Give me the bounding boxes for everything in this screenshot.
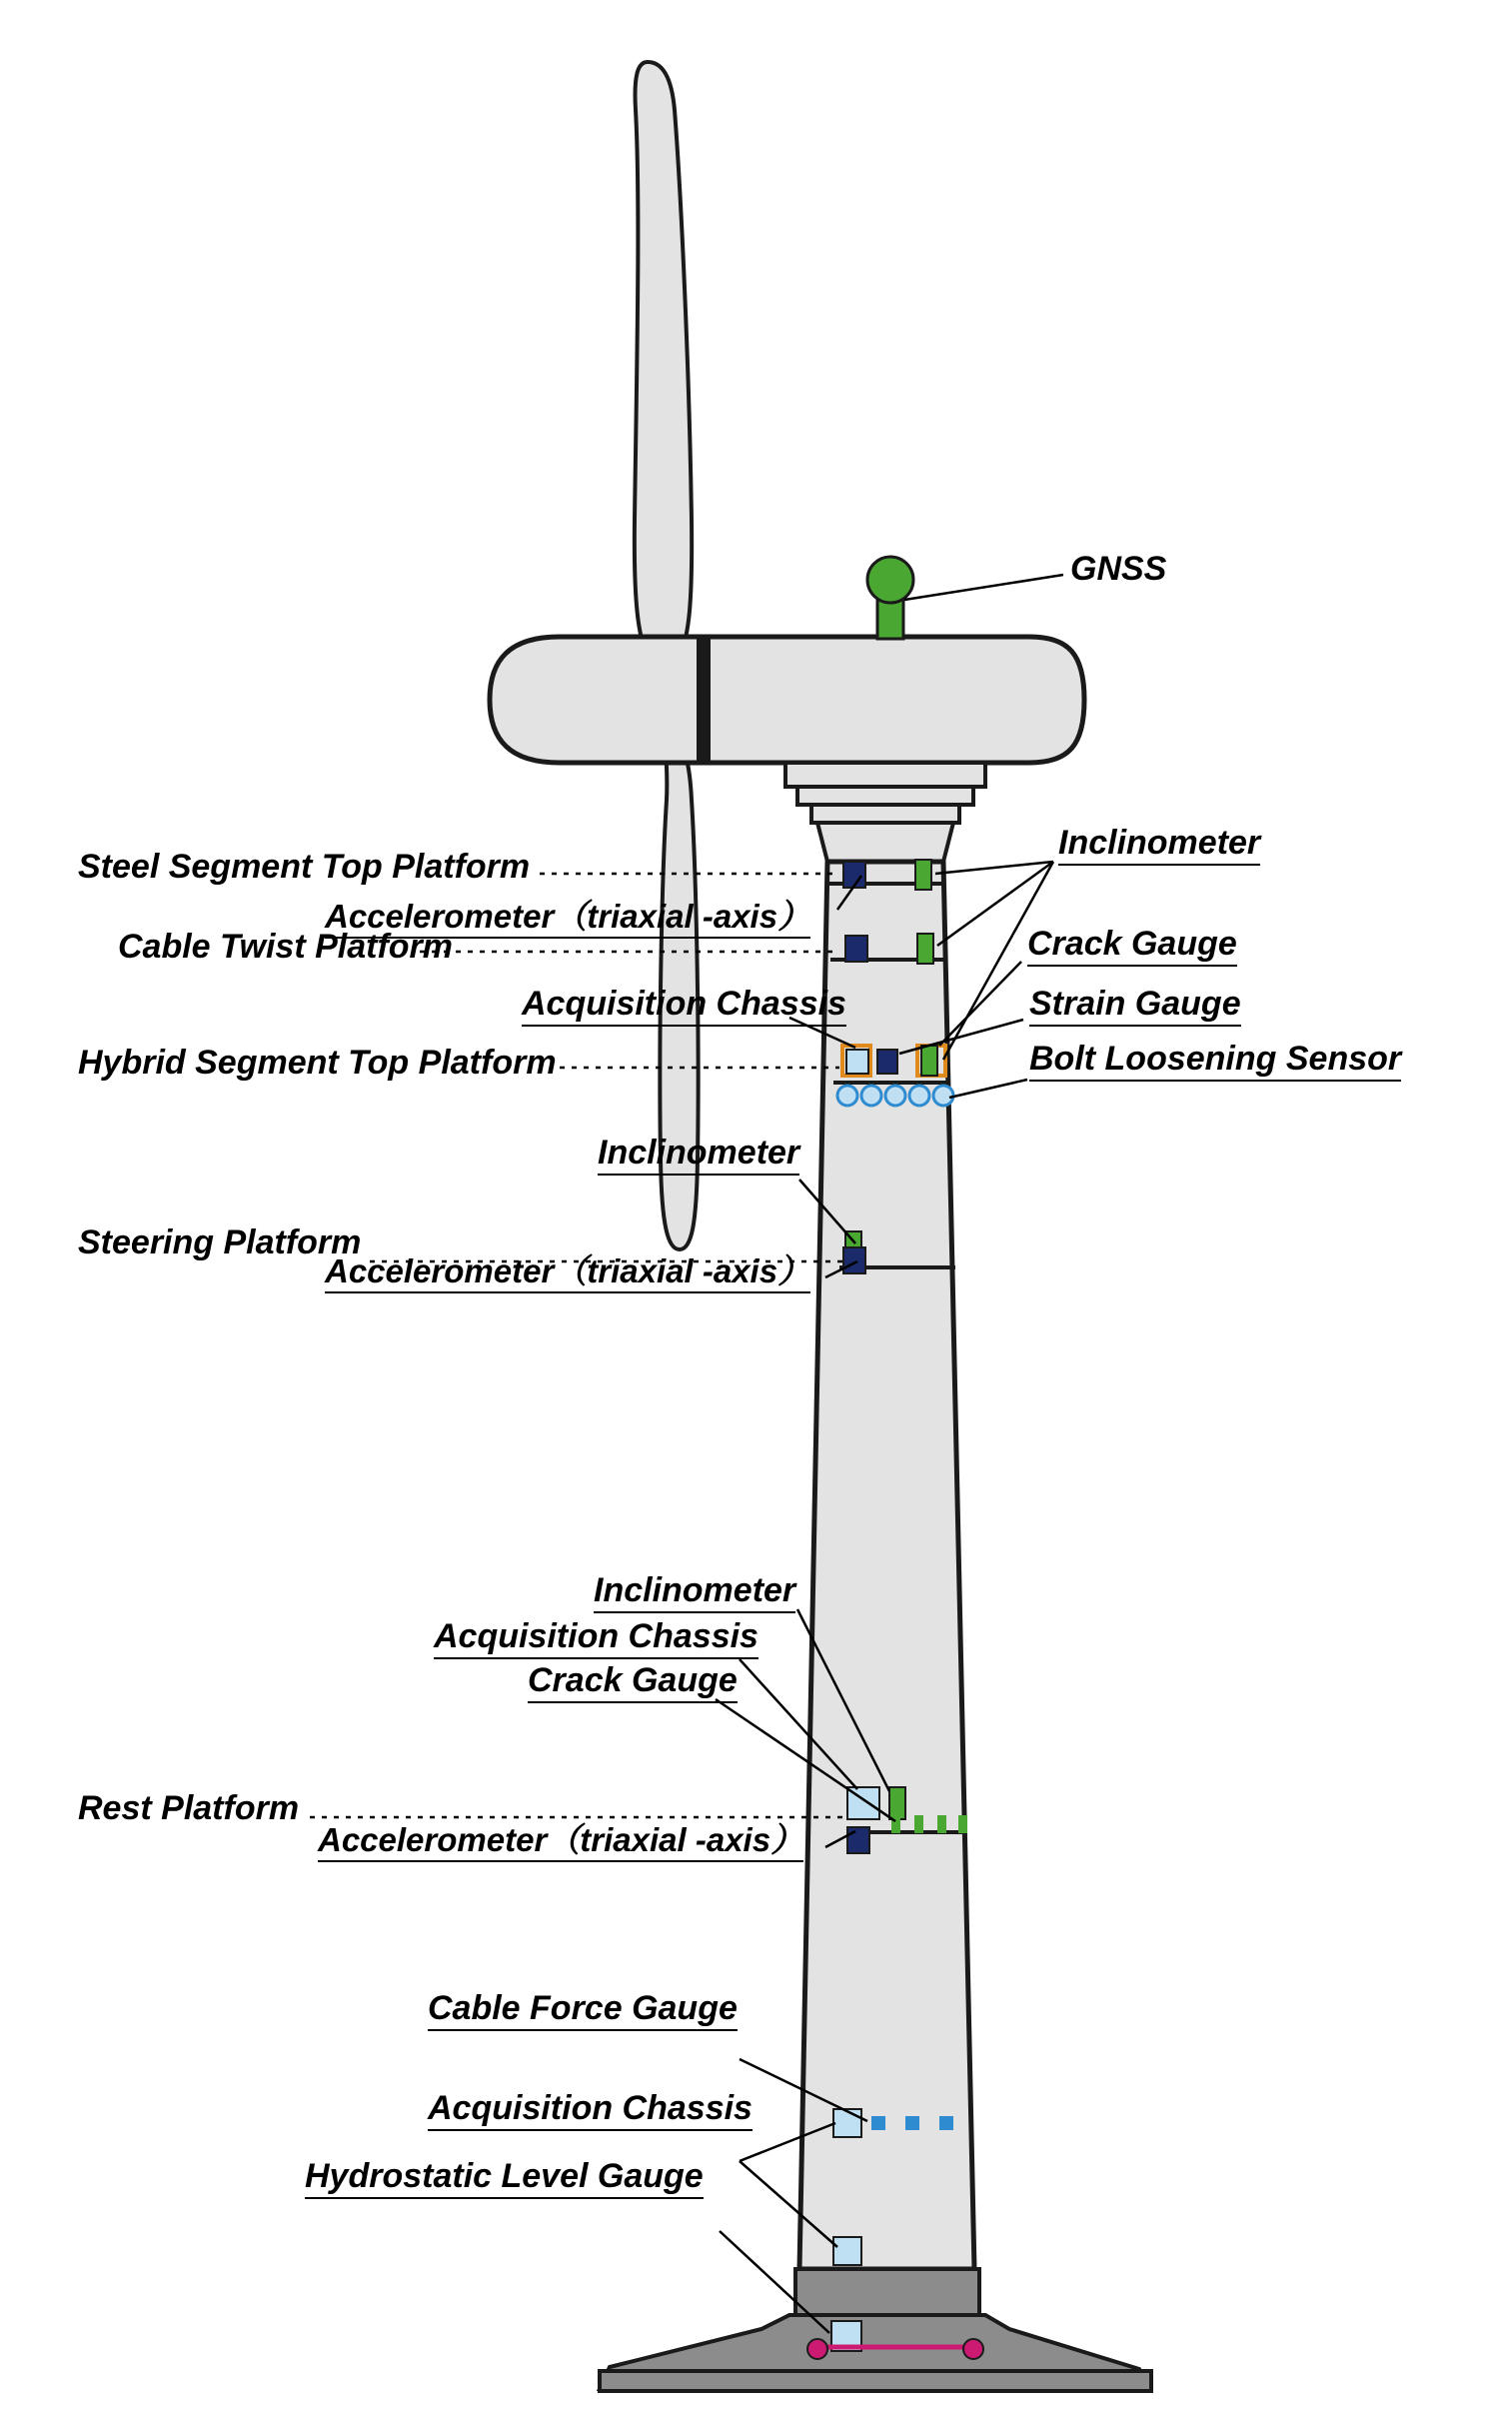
accelerometer-icon-rest [847, 1827, 869, 1853]
acquisition-chassis-icon-hybrid [846, 1050, 868, 1074]
hydrostatic-level-node-left [807, 2339, 827, 2359]
foundation [600, 2269, 1151, 2391]
leader-bolt-loosening [949, 1080, 1027, 1098]
label-acquisition-chassis-rest: Acquisition Chassis [434, 1617, 758, 1659]
label-inclinometer-top: Inclinometer [1058, 824, 1260, 866]
crack-gauge-icon-rest-2 [914, 1815, 923, 1833]
bolt-loosening-icon-2 [861, 1086, 881, 1106]
label-acquisition-chassis-upper: Acquisition Chassis [522, 985, 846, 1027]
bolt-loosening-icon-1 [837, 1086, 857, 1106]
label-accelerometer-rest: Accelerometer（triaxial -axis） [318, 1821, 803, 1862]
bolt-loosening-icon-5 [933, 1086, 953, 1106]
nacelle-assembly [490, 637, 1084, 862]
hub-divider [697, 637, 711, 763]
label-strain-gauge: Strain Gauge [1029, 985, 1241, 1027]
yaw-ring-lower [811, 805, 959, 823]
rotor-hub [490, 637, 700, 763]
label-inclinometer-rest: Inclinometer [594, 1571, 795, 1613]
cable-force-gauge-icon-2 [905, 2116, 919, 2130]
label-steering-platform: Steering Platform [78, 1223, 362, 1261]
label-rest-platform: Rest Platform [78, 1789, 300, 1827]
accelerometer-icon-steering [843, 1247, 865, 1273]
label-steel-segment-top-platform: Steel Segment Top Platform [78, 848, 531, 886]
label-bolt-loosening-sensor: Bolt Loosening Sensor [1029, 1040, 1401, 1082]
inclinometer-icon-cable-twist [917, 934, 933, 964]
leader-gnss [904, 575, 1063, 600]
inclinometer-icon-steel-top [915, 860, 931, 890]
bolt-loosening-icon-4 [909, 1086, 929, 1106]
label-cable-force-gauge: Cable Force Gauge [428, 1989, 738, 2031]
yaw-transition [817, 823, 953, 862]
hydrostatic-level-node-right [963, 2339, 983, 2359]
inclinometer-icon-rest [889, 1787, 905, 1819]
cable-force-gauge-icon-1 [871, 2116, 885, 2130]
label-accelerometer-top: Accelerometer（triaxial -axis） [325, 898, 810, 939]
blade-upper [635, 62, 692, 669]
strain-gauge-icon-b [921, 1046, 937, 1076]
label-accelerometer-steering: Accelerometer（triaxial -axis） [325, 1252, 810, 1293]
strain-gauge-icon-a [877, 1050, 897, 1074]
crack-gauge-icon-rest-3 [937, 1815, 946, 1833]
gnss-antenna [867, 557, 913, 639]
label-hydrostatic-level-gauge: Hydrostatic Level Gauge [305, 2157, 704, 2199]
bolt-loosening-icon-3 [885, 1086, 905, 1106]
label-cable-twist-platform: Cable Twist Platform [118, 928, 454, 966]
leader-inclinometer-top-a [935, 862, 1053, 874]
label-hybrid-segment-top-platform: Hybrid Segment Top Platform [78, 1044, 557, 1082]
label-crack-gauge-upper: Crack Gauge [1027, 925, 1237, 967]
label-acquisition-chassis-base: Acquisition Chassis [428, 2089, 753, 2131]
ground-line [600, 2371, 1151, 2391]
label-gnss: GNSS [1070, 550, 1167, 588]
label-crack-gauge-rest: Crack Gauge [528, 1661, 738, 1703]
nacelle-body [700, 637, 1084, 763]
nacelle-base-plate [785, 763, 985, 787]
label-inclinometer-steering: Inclinometer [598, 1134, 799, 1176]
acquisition-chassis-icon-cable [833, 2109, 861, 2137]
acquisition-chassis-icon-base [833, 2237, 861, 2265]
crack-gauge-icon-rest-4 [958, 1815, 967, 1833]
leader-crack-gauge-upper [939, 962, 1021, 1046]
pedestal [795, 2269, 979, 2315]
yaw-ring-upper [797, 787, 973, 805]
cable-force-gauge-icon-3 [939, 2116, 953, 2130]
accelerometer-icon-cable-twist [845, 936, 867, 962]
